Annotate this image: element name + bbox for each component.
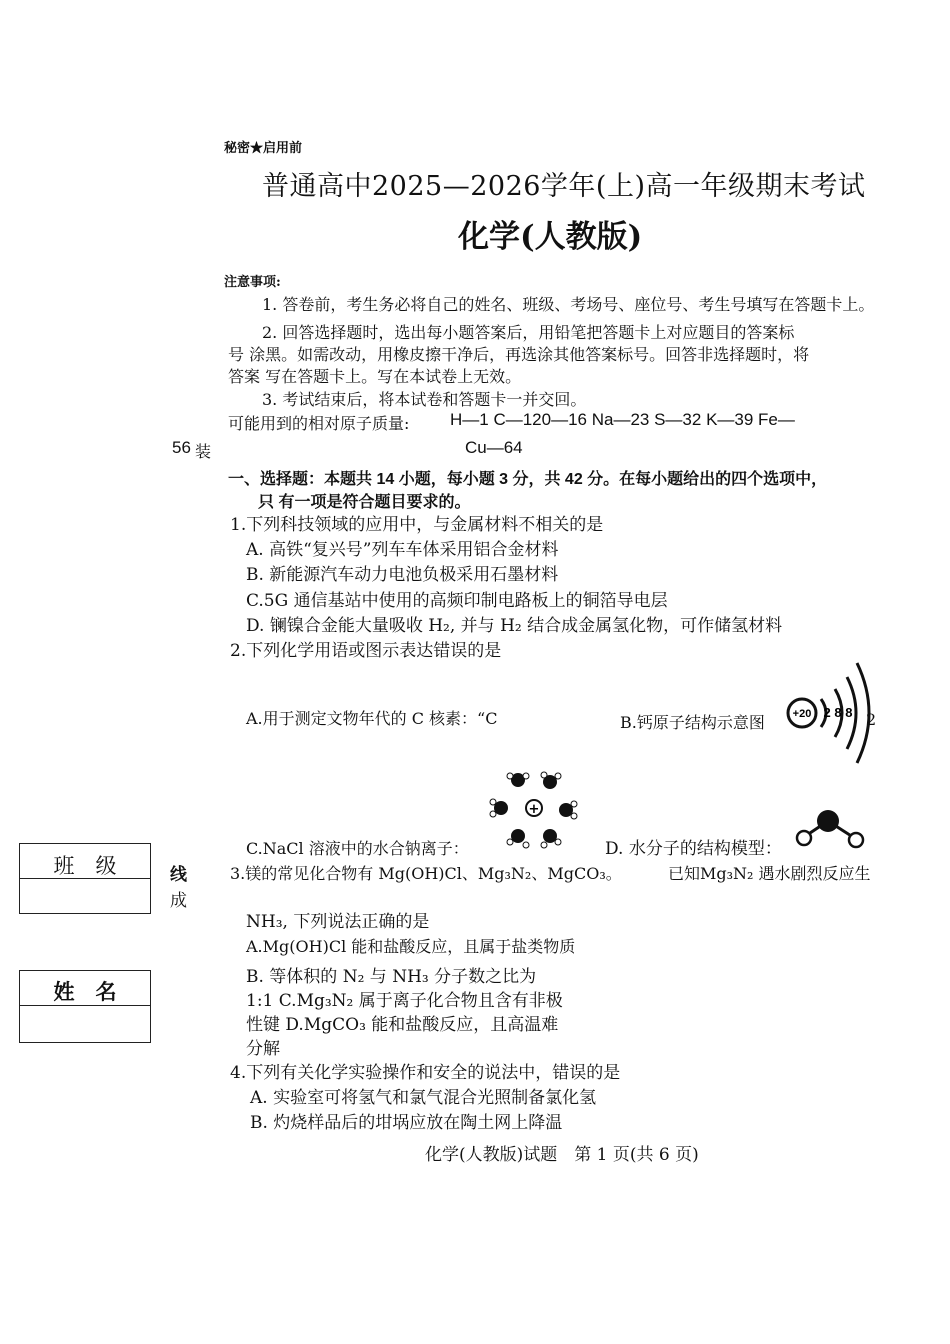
note-2-line3: 答案 写在答题卡上。写在本试卷上无效。 — [228, 367, 522, 386]
name-box[interactable] — [19, 970, 151, 1043]
q4-option-b: B. 灼烧样品后的坩埚应放在陶土网上降温 — [250, 1113, 563, 1133]
q2-option-b: B.钙原子结构示意图 — [620, 713, 765, 732]
q3-stem: 3.镁的常见化合物有 Mg(OH)Cl、Mg₃N₂、MgCO₃。 — [230, 864, 622, 883]
q4-option-a: A. 实验室可将氢气和氯气混合光照制备氯化氢 — [250, 1088, 597, 1108]
class-divider — [20, 878, 150, 879]
q1-option-a: A. 高铁“复兴号”列车车体采用铝合金材料 — [246, 540, 559, 560]
secret-label: 秘密★启用前 — [224, 141, 303, 156]
notes-heading: 注意事项: — [224, 275, 281, 290]
note-3: 3. 考试结束后，将本试卷和答题卡一并交回。 — [262, 390, 587, 409]
q3-line2: NH₃, 下列说法正确的是 — [246, 912, 430, 932]
margin-cheng: 成 — [170, 891, 187, 911]
note-2-line2: 号 涂黑。如需改动，用橡皮擦干净后，再选涂其他答案标号。回答非选择题时，将 — [228, 345, 810, 364]
nucleus-label: +20 — [792, 708, 812, 720]
water-molecule-model — [790, 805, 870, 851]
shell-electrons: 2 8 8 — [823, 705, 853, 720]
q2-stem: 2.下列化学用语或图示表达错误的是 — [230, 641, 502, 661]
q3-stem-tail: 已知Mg₃N₂ 遇水剧烈反应生 — [668, 864, 871, 883]
note-1: 1. 答卷前，考生务必将自己的姓名、班级、考场号、座位号、考生号填写在答题卡上。 — [262, 295, 875, 314]
hydrogen-atom-2 — [849, 833, 863, 847]
class-box[interactable] — [19, 843, 151, 914]
q2-option-d: D. 水分子的结构模型： — [605, 839, 782, 859]
q3-option-b-line3: 性键 D.MgCO₃ 能和盐酸反应，且高温难 — [246, 1015, 559, 1035]
q2-option-b-tail: 2 — [866, 710, 877, 729]
name-label: 姓 名 — [53, 979, 117, 1004]
section1-heading-line2: 只 有一项是符合题目要求的。 — [258, 494, 471, 511]
q1-stem: 1.下列科技领域的应用中，与金属材料不相关的是 — [230, 515, 604, 535]
class-label: 班 级 — [53, 854, 117, 878]
q3-option-b-line1: B. 等体积的 N₂ 与 NH₃ 分子数之比为 — [246, 967, 537, 987]
q2-option-a: A.用于测定文物年代的 C 核素：“C — [246, 709, 498, 728]
subject-title: 化学(人教版) — [458, 219, 643, 255]
atomic-mass-values: H—1 C—120—16 Na—23 S—32 K—39 Fe— — [450, 410, 795, 429]
oxygen-atom — [817, 810, 839, 832]
atomic-mass-label: 可能用到的相对原子质量: — [228, 414, 410, 433]
atomic-mass-cu: Cu—64 — [465, 438, 523, 457]
margin-zhuang: 装 — [195, 442, 212, 461]
name-divider — [20, 1005, 150, 1006]
q3-option-a: A.Mg(OH)Cl 能和盐酸反应，且属于盐类物质 — [246, 937, 576, 956]
q3-option-b-line2: 1:1 C.Mg₃N₂ 属于离子化合物且含有非极 — [246, 991, 563, 1011]
q1-option-d: D. 镧镍合金能大量吸收 H₂, 并与 H₂ 结合成金属氢化物，可作储氢材料 — [246, 616, 783, 636]
hydrated-sodium-ion-diagram — [488, 770, 583, 852]
q2-option-c: C.NaCl 溶液中的水合钠离子： — [246, 839, 469, 858]
q4-stem: 4.下列有关化学实验操作和安全的说法中，错误的是 — [230, 1063, 621, 1083]
note-2-line1: 2. 回答选择题时，选出每小题答案后，用铅笔把答题卡上对应题目的答案标 — [262, 323, 795, 342]
hydrogen-atom-1 — [797, 831, 811, 845]
q1-option-b: B. 新能源汽车动力电池负极采用石墨材料 — [246, 565, 559, 585]
q1-option-c: C.5G 通信基站中使用的高频印制电路板上的铜箔导电层 — [246, 591, 668, 611]
margin-xian: 线 — [170, 865, 187, 885]
plus-sign: + — [528, 802, 540, 817]
q3-option-b-line4: 分解 — [246, 1039, 280, 1059]
atomic-mass-cont: 56 — [172, 438, 191, 457]
exam-title: 普通高中2025—2026学年(上)高一年级期末考试 — [262, 171, 866, 202]
section1-heading-line1: 一、选择题：本题共 14 小题，每小题 3 分，共 42 分。在每小题给出的四个选项中， — [228, 471, 828, 488]
page-footer: 化学(人教版)试题 第 1 页(共 6 页) — [425, 1145, 699, 1165]
